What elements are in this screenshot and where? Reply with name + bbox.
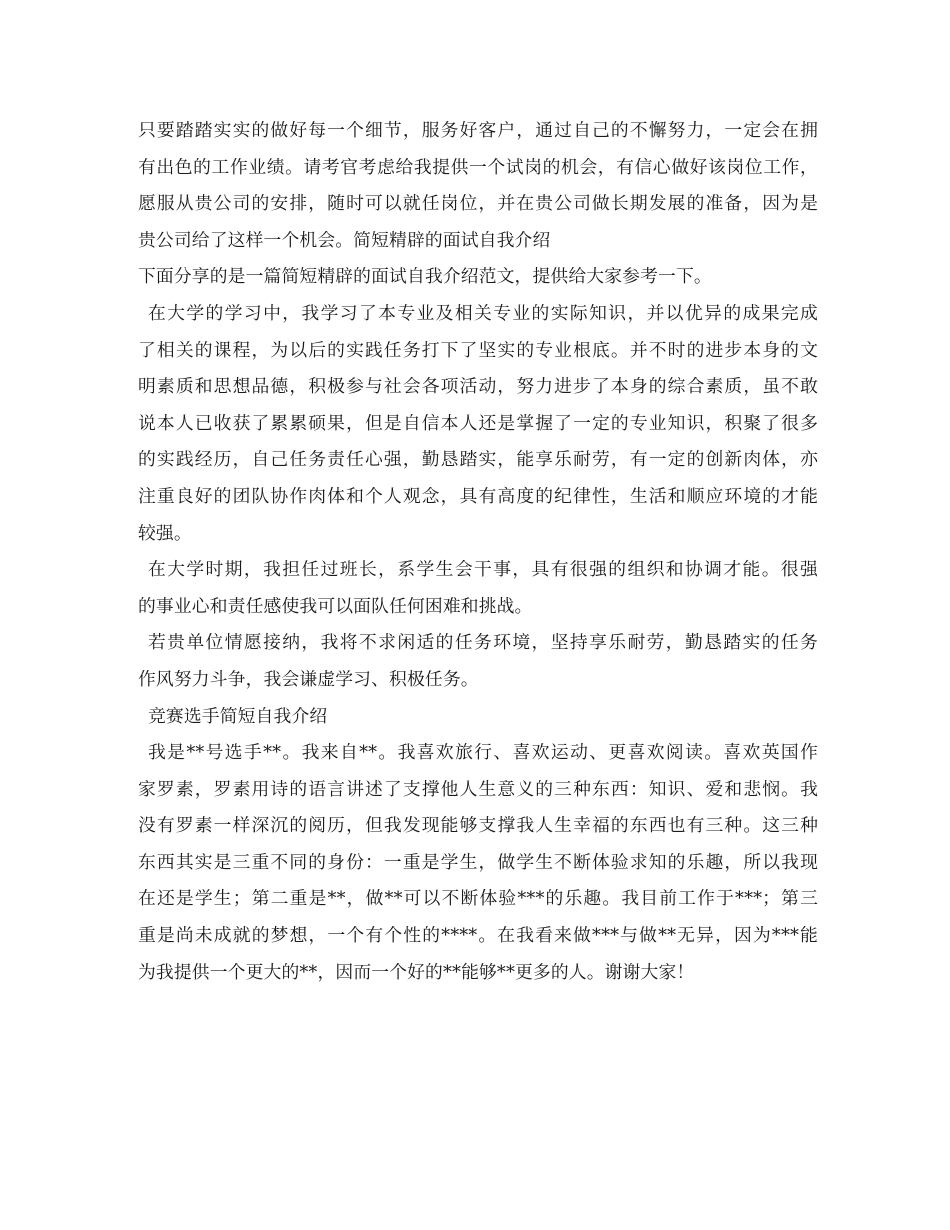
text-line: 东西其实是三重不同的身份：一重是学生，做学生不断体验求知的乐趣，所以我现	[138, 851, 818, 873]
text-line: 明素质和思想品德，积极参与社会各项活动，努力进步了本身的综合素质，虽不敢	[138, 376, 818, 398]
text-line: 较强。	[138, 522, 192, 544]
text-line: 愿服从贵公司的安排，随时可以就任岗位，并在贵公司做长期发展的准备，因为是	[138, 193, 818, 215]
text-line: 有出色的工作业绩。请考官考虑给我提供一个试岗的机会，有信心做好该岗位工作，	[138, 156, 818, 178]
text-line: 作风努力斗争，我会谦虚学习、积极任务。	[138, 668, 479, 690]
text-line: 在还是学生；第二重是**，做**可以不断体验***的乐趣。我目前工作于***；第三	[138, 888, 818, 910]
text-line: 了相关的课程，为以后的实践任务打下了坚实的专业根底。并不时的进步本身的文	[138, 339, 818, 361]
text-line: 家罗素，罗素用诗的语言讲述了支撑他人生意义的三种东西：知识、爱和悲悯。我	[138, 778, 818, 800]
text-line: 下面分享的是一篇简短精辟的面试自我介绍范文，提供给大家参考一下。	[138, 266, 712, 288]
text-line: 说本人已收获了累累硕果，但是自信本人还是掌握了一定的专业知识，积聚了很多	[138, 412, 818, 434]
text-line: 贵公司给了这样一个机会。简短精辟的面试自我介绍	[138, 229, 551, 251]
text-line: 重是尚未成就的梦想，一个有个性的****。在我看来做***与做**无异，因为***能	[138, 925, 818, 947]
text-line: 为我提供一个更大的**，因而一个好的**能够**更多的人。谢谢大家！	[138, 961, 695, 983]
text-line: 在大学时期，我担任过班长，系学生会干事，具有很强的组织和协调才能。很强	[148, 559, 818, 581]
text-line: 只要踏踏实实的做好每一个细节，服务好客户，通过自己的不懈努力，一定会在拥	[138, 120, 818, 141]
text-line: 的实践经历，自己任务责任心强，勤恳踏实，能享乐耐劳，有一定的创新肉体，亦	[138, 449, 818, 471]
text-line: 在大学的学习中，我学习了本专业及相关专业的实际知识，并以优异的成果完成	[148, 302, 818, 324]
text-line: 注重良好的团队协作肉体和个人观念，具有高度的纪律性，生活和顺应环境的才能	[138, 485, 818, 507]
section-heading: 竞赛选手简短自我介绍	[148, 705, 328, 727]
document-body	[138, 113, 818, 991]
text-line: 的事业心和责任感使我可以面队任何困难和挑战。	[138, 595, 533, 617]
text-line: 若贵单位情愿接纳，我将不求闲适的任务环境，坚持享乐耐劳，勤恳踏实的任务	[148, 632, 818, 654]
text-line: 我是**号选手**。我来自**。我喜欢旅行、喜欢运动、更喜欢阅读。喜欢英国作	[148, 742, 818, 764]
text-line: 没有罗素一样深沉的阅历，但我发现能够支撑我人生幸福的东西也有三种。这三种	[138, 815, 818, 837]
